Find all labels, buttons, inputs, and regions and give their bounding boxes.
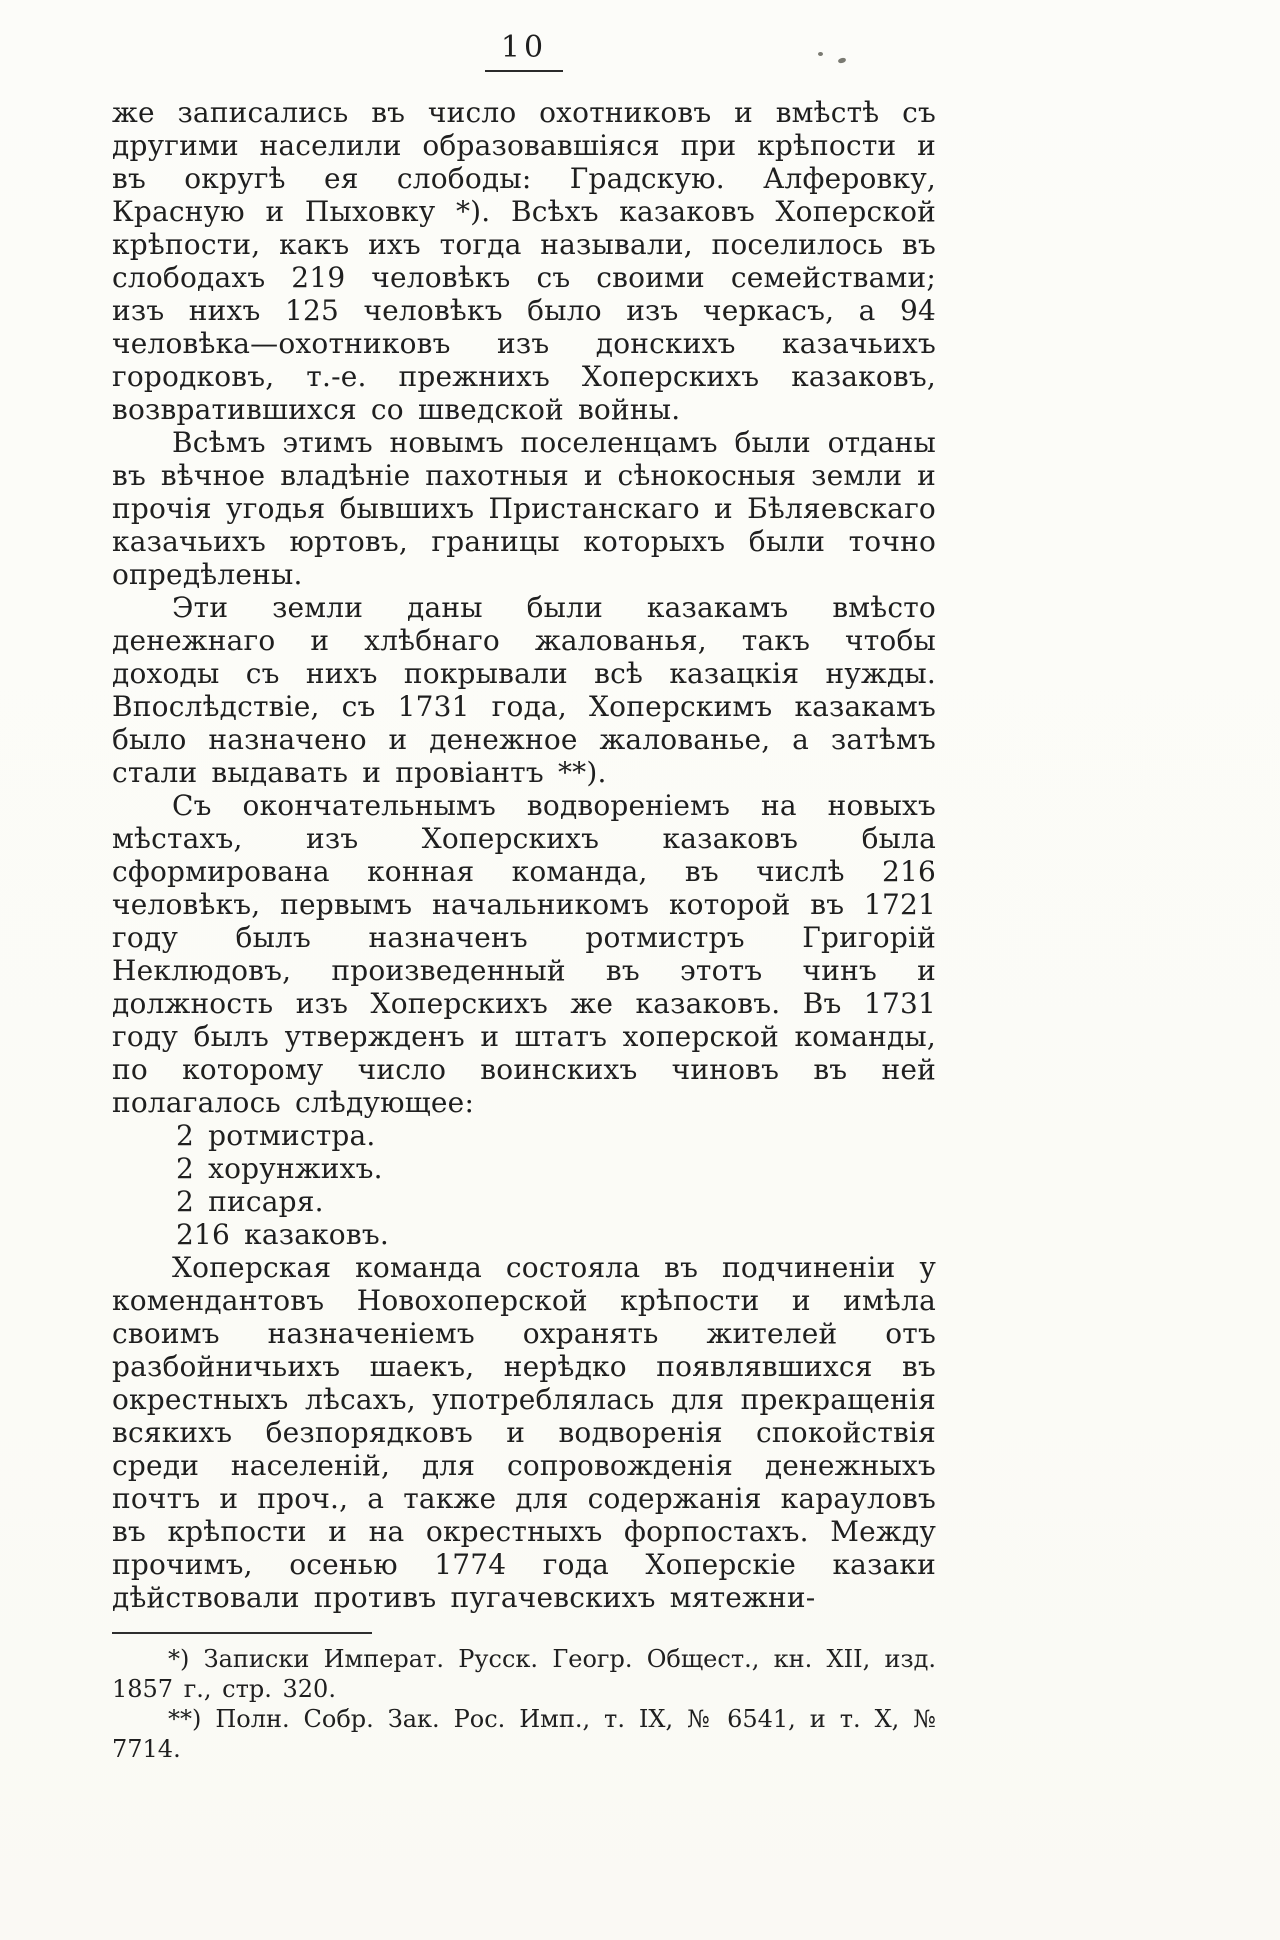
roster-item: 216 казаковъ. — [176, 1218, 389, 1251]
paragraph: же записались въ число охотниковъ и вмѣстѣ съ другими населили образовавшіяся при крѣпости и въ округѣ ея слободы: Градскую. Алферовку, Красную и Пыховку *). Всѣхъ казаковъ Хоперской крѣпости, какъ ихъ тогда называли, поселилось въ слободахъ 219 человѣкъ съ своими семействами; изъ нихъ 125 человѣкъ было изъ черкасъ, а 94 человѣка—охотниковъ изъ донскихъ казачьихъ городковъ, т.-е. прежнихъ Хоперскихъ казаковъ, возвратившихся со шведской войны. — [112, 96, 936, 426]
footnote-separator — [112, 1632, 372, 1634]
staff-roster-list — [112, 1119, 936, 1251]
page-header — [112, 30, 936, 72]
paragraph: Съ окончательнымъ водвореніемъ на новыхъ мѣстахъ, изъ Хоперскихъ казаковъ была сформирована конная команда, въ числѣ 216 человѣкъ, первымъ начальникомъ которой въ 1721 году былъ назначенъ ротмистръ Григорій Неклюдовъ, произведенный въ этотъ чинъ и должность изъ Хоперскихъ же казаковъ. Въ 1731 году былъ утвержденъ и штатъ хоперской команды, по которому число воинскихъ чиновъ въ ней полагалось слѣдующее: — [112, 789, 936, 1119]
text-column — [112, 30, 936, 1764]
footnote: *) Записки Императ. Русск. Геогр. Общест., кн. XII, изд. 1857 г., стр. 320. — [112, 1645, 936, 1703]
page-number: 10 — [485, 30, 563, 72]
body-text — [112, 96, 936, 1614]
footnote: **) Полн. Собр. Зак. Рос. Имп., т. IX, № 6541, и т. X, № 7714. — [112, 1705, 936, 1763]
roster-item: 2 хорунжихъ. — [176, 1152, 383, 1185]
paragraph: Хоперская команда состояла въ подчиненіи у комендантовъ Новохоперской крѣпости и имѣла своимъ назначеніемъ охранять жителей отъ разбойничьихъ шаекъ, нерѣдко появлявшихся въ окрестныхъ лѣсахъ, употреблялась для прекращенія всякихъ безпорядковъ и водворенія спокойствія среди населеній, для сопровожденія денежныхъ почтъ и проч., а также для содержанія карауловъ въ крѣпости и на окрестныхъ форпостахъ. Между прочимъ, осенью 1774 года Хоперскіе казаки дѣйствовали противъ пугачевскихъ мятежни- — [112, 1251, 936, 1614]
roster-item: 2 писаря. — [176, 1185, 324, 1218]
footnotes-section — [112, 1632, 936, 1764]
roster-item: 2 ротмистра. — [176, 1119, 376, 1152]
paragraph: Эти земли даны были казакамъ вмѣсто денежнаго и хлѣбнаго жалованья, такъ чтобы доходы съ нихъ покрывали всѣ казацкія нужды. Впослѣдствіе, съ 1731 года, Хоперскимъ казакамъ было назначено и денежное жалованье, а затѣмъ стали выдавать и провіантъ **). — [112, 591, 936, 789]
paragraph: Всѣмъ этимъ новымъ поселенцамъ были отданы въ вѣчное владѣніе пахотныя и сѣнокосныя земли и прочія угодья бывшихъ Пристанскаго и Бѣляевскаго казачьихъ юртовъ, границы которыхъ были точно опредѣлены. — [112, 426, 936, 591]
